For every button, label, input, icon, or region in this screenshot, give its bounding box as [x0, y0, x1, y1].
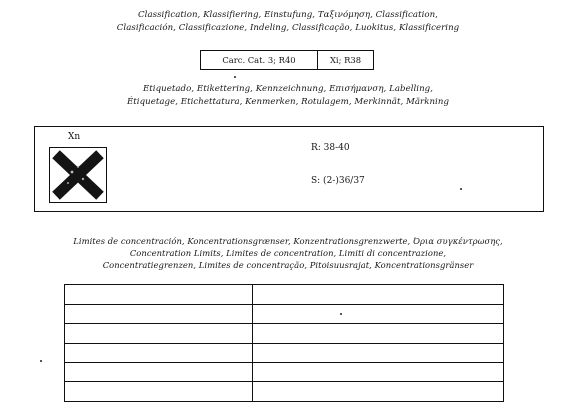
classification-category-right: Xi; R38 [329, 55, 362, 65]
scan-speck [40, 360, 42, 362]
label-box [34, 126, 544, 212]
r-phrases: R: 38-40 [311, 143, 350, 153]
hazard-code: Xn [68, 132, 81, 142]
classification-heading-line-2: Clasificación, Classificazione, Indeling, Classificação, Luokitus, Klassificering [116, 23, 460, 33]
table-row-line [65, 381, 503, 382]
concentration-heading-line-2: Concentration Limits, Limites de concentration, Limiti di concentrazione, [129, 248, 447, 258]
table-row-line [65, 343, 503, 344]
s-phrases: S: (2-)36/37 [311, 176, 365, 186]
classification-box [200, 50, 374, 70]
scan-speck [460, 188, 462, 190]
scan-speck [340, 313, 342, 315]
concentration-heading-line-1: Limites de concentración, Koncentrationsgrænser, Konzentrationsgrenzwerte, Όρια συγκέντρωσης, [73, 236, 503, 246]
scan-speck [234, 76, 236, 78]
concentration-heading-line-3: Concentratiegrenzen, Limites de concentração, Pitoisuusrajat, Koncentrationsgränser [102, 260, 474, 270]
labelling-heading-line-2: Étiquetage, Etichettatura, Kenmerken, Rotulagem, Merkinnät, Märkning [126, 97, 449, 107]
hazard-symbol-icon [49, 147, 107, 203]
labelling-heading-line-1: Etiquetado, Etikettering, Kennzeichnung, Επισήμανση, Labelling, [142, 84, 434, 94]
st-andrews-cross-icon [50, 148, 106, 202]
table-row-line [65, 323, 503, 324]
classification-category-left: Carc. Cat. 3; R40 [201, 51, 318, 69]
concentration-limits-table [64, 284, 504, 402]
table-row-line [65, 304, 503, 305]
table-row-line [65, 362, 503, 363]
classification-heading-line-1: Classification, Klassifiering, Einstufung, Ταξινόμηση, Classification, [138, 10, 438, 20]
